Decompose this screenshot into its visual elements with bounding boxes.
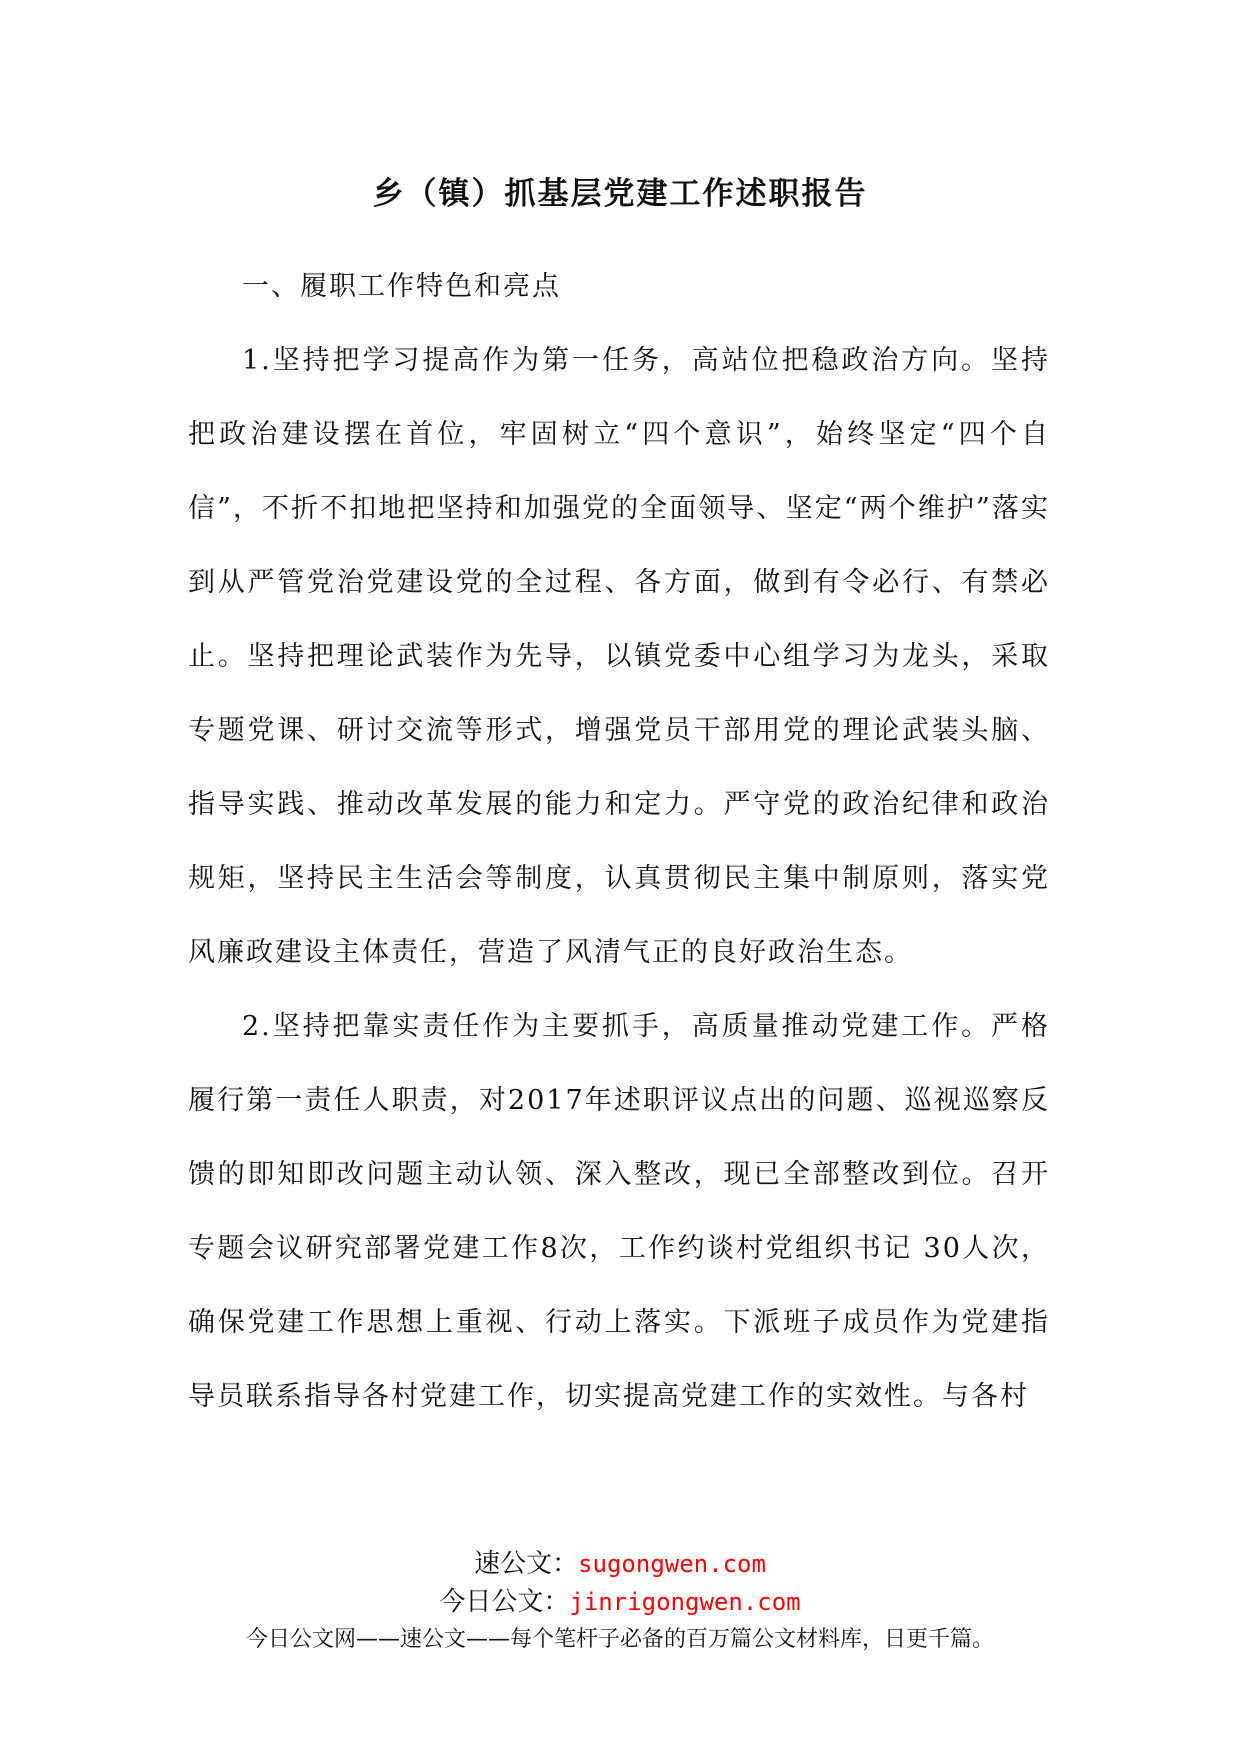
- footer-line-sugongwen: [0, 1545, 1240, 1583]
- paragraph-2: 2.坚持把靠实责任作为主要抓手，高质量推动党建工作。严格履行第一责任人职责，对2017年述职评议点出的问题、巡视巡察反馈的即知即改问题主动认领、深入整改，现已全部整改到位。召开专题会议研究部署党建工作8次，工作约谈村党组织书记 30人次，确保党建工作思想上重视、行动上落实。下派班子成员作为党建指导员联系指导各村党建工作，切实提高党建工作的实效性。与各村: [188, 1011, 1050, 1412]
- document-body: [188, 250, 1050, 1434]
- paragraph-1: 1.坚持把学习提高作为第一任务，高站位把稳政治方向。坚持把政治建设摆在首位，牢固树立“四个意识”，始终坚定“四个自信”，不折不扣地把坚持和加强党的全面领导、坚定“两个维护”落实到从严管党治党建设党的全过程、各方面，做到有令必行、有禁必止。坚持把理论武装作为先导，以镇党委中心组学习为龙头，采取专题党课、研讨交流等形式，增强党员干部用党的理论武装头脑、指导实践、推动改革发展的能力和定力。严守党的政治纪律和政治规矩，坚持民主生活会等制度，认真贯彻民主集中制原则，落实党风廉政建设主体责任，营造了风清气正的良好政治生态。: [188, 345, 1050, 968]
- footer-label-jinrigongwen: 今日公文：: [439, 1587, 570, 1617]
- footer: [0, 1545, 1240, 1657]
- footer-label-sugongwen: 速公文：: [474, 1549, 579, 1579]
- footer-line-jinrigongwen: [0, 1583, 1240, 1621]
- section-heading: 一、履职工作特色和亮点: [242, 271, 561, 302]
- footer-link-jinrigongwen[interactable]: jinrigongwen.com: [569, 1588, 801, 1616]
- footer-link-sugongwen[interactable]: sugongwen.com: [578, 1550, 766, 1578]
- document-title: 乡（镇）抓基层党建工作述职报告: [372, 176, 868, 212]
- footer-slogan: 今日公文网——速公文——每个笔杆子必备的百万篇公文材料库，日更千篇。: [245, 1627, 994, 1652]
